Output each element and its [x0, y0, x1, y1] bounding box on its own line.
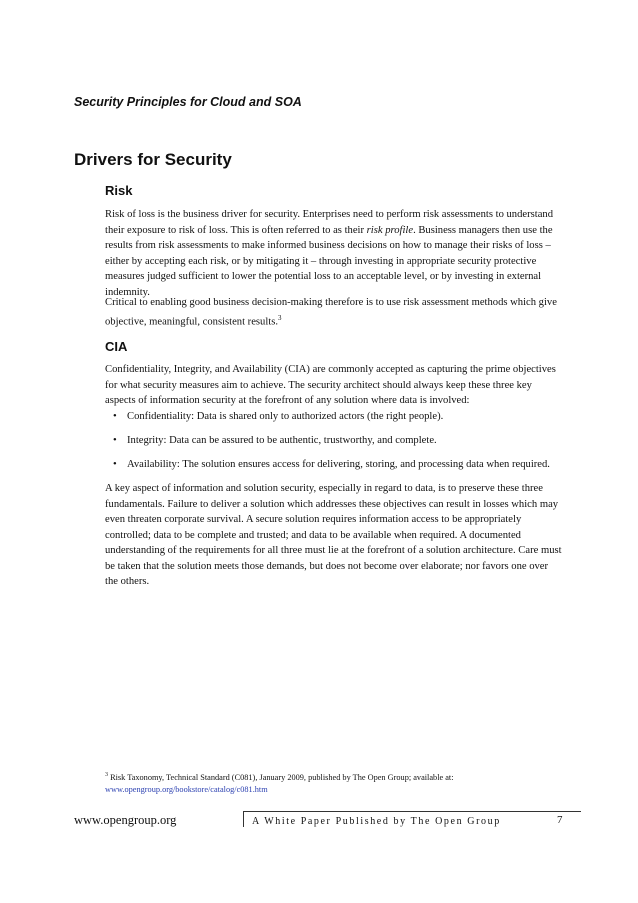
page-number: 7	[557, 814, 563, 826]
subsection-title-risk: Risk	[105, 183, 133, 198]
footnote-ref[interactable]: 3	[278, 313, 282, 322]
risk-paragraph-2: Critical to enabling good business decision-making therefore is to use risk assessment methods which give objective, meaningful, consistent results.$^3$	[105, 297, 557, 328]
cia-intro-paragraph: Confidentiality, Integrity, and Availability (CIA) are commonly accepted as capturing the prime objectives for what security measures aim to achieve. The security architect should always keep these three key aspects of information security at the forefront of any solution where data is involved:	[105, 364, 556, 406]
list-item: • Availability: The solution ensures access for delivering, storing, and processing data when required.	[113, 457, 563, 481]
footer-rule	[243, 811, 581, 812]
risk-profile-term: risk profile	[366, 224, 414, 236]
cia-bullet-list	[113, 409, 563, 481]
footnote-link[interactable]: www.opengroup.org/bookstore/catalog/c081.htm	[105, 784, 268, 794]
footer-divider	[243, 811, 244, 827]
footnote	[105, 769, 563, 796]
cia-closing-paragraph: A key aspect of information and solution security, especially in regard to data, is to preserve these three fundamentals. Failure to deliver a solution which addresses these objectives can result in losses which may even threaten corporate survival. A secure solution requires information access to be appropriately controlled; data to be complete and trusted; and data to be available when required. A documented understanding of the requirements for all three must lie at the forefront of a solution architecture. Care must be taken that the solution meets those demands, but does not become over elaborate; nor favors one over the others.	[105, 483, 562, 587]
footer-site-link[interactable]: www.opengroup.org	[74, 813, 177, 827]
subsection-title-cia: CIA	[105, 339, 128, 354]
footnote-text: Risk Taxonomy, Technical Standard (C081), January 2009, published by The Open Group; available at:	[108, 772, 454, 782]
risk-paragraph-1: Risk of loss is the business driver for security. Enterprises need to perform risk assessments to understand their exposure to risk of loss. This is often referred to as their risk profile. Business managers then use the results from risk assessments to make informed business decisions on how to manage their risks of loss – either by accepting each risk, or by mitigating it – through investing in appropriate security protective measures judged sufficient to lower the potential loss to an acceptable level, or by investing in external indemnity.	[105, 209, 553, 298]
footer-publication: A White Paper Published by The Open Group	[252, 816, 501, 827]
section-title: Drivers for Security	[74, 150, 232, 169]
list-item: • Integrity: Data can be assured to be authentic, trustworthy, and complete.	[113, 433, 563, 457]
list-item: • Confidentiality: Data is shared only to authorized actors (the right people).	[113, 409, 563, 433]
footnote-number: 3	[105, 772, 108, 778]
running-header: Security Principles for Cloud and SOA	[74, 95, 302, 109]
